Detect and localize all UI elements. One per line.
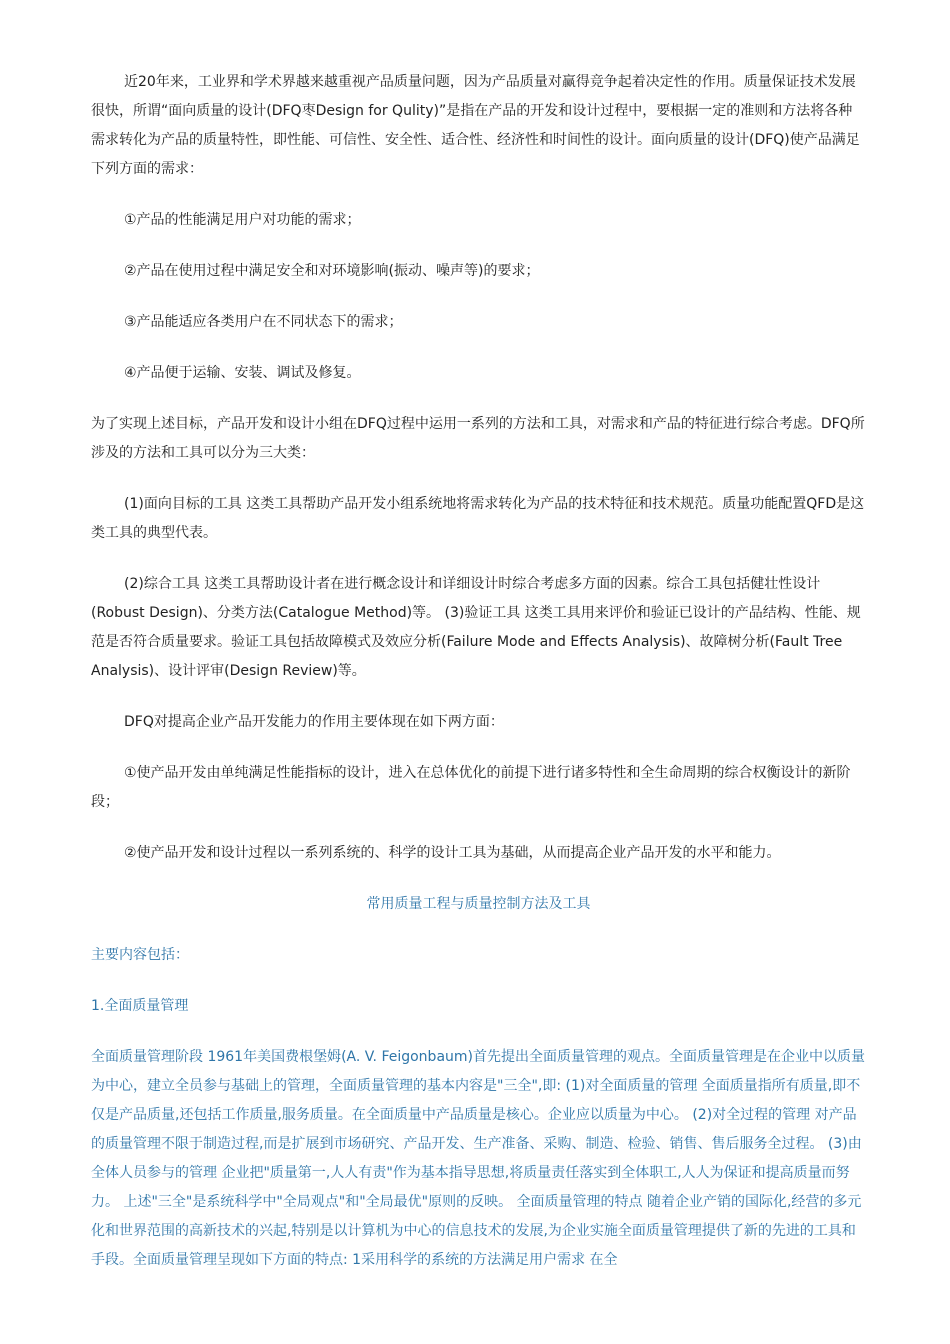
document-page xyxy=(91,68,866,1275)
tool-2-3-paragraph: (2)综合工具 这类工具帮助设计者在进行概念设计和详细设计时综合考虑多方面的因素。综合工具包括健壮性设计(Robust Design)、分类方法(Catalogue Method)等。 (3)验证工具 这类工具用来评价和验证已设计的产品结构、性能、规范是否符合质量要求。验证工具包括故障模式及效应分析(Failure Mode and Effects Analysis)、故障树分析(Fault Tree Analysis)、设计评审(Design Review)等。 xyxy=(91,576,861,679)
item-1-heading: 1.全面质量管理 xyxy=(91,998,189,1014)
need-item-1: ①产品的性能满足用户对功能的需求； xyxy=(124,212,361,228)
section-title: 常用质量工程与质量控制方法及工具 xyxy=(366,896,591,912)
role-item-2: ②使产品开发和设计过程以一系列系统的、科学的设计工具为基础，从而提高企业产品开发的水平和能力。 xyxy=(124,845,781,861)
role-item-1: ①使产品开发由单纯满足性能指标的设计，进入在总体优化的前提下进行诸多特性和全生命周期的综合权衡设计的新阶段； xyxy=(91,765,851,810)
need-item-3: ③产品能适应各类用户在不同状态下的需求； xyxy=(124,314,403,330)
need-item-2: ②产品在使用过程中满足安全和对环境影响(振动、噪声等)的要求； xyxy=(124,263,540,279)
intro-paragraph: 近20年来，工业界和学术界越来越重视产品质量问题，因为产品质量对赢得竞争起着决定性的作用。质量保证技术发展很快，所谓“面向质量的设计(DFQ枣Design for Qulity)”是指在产品的开发和设计过程中，要根据一定的准则和方法将各种需求转化为产品的质量特性，即性能、可信性、安全性、适合性、经济性和时间性的设计。面向质量的设计(DFQ)使产品满足下列方面的需求： xyxy=(91,74,860,177)
role-intro-paragraph: DFQ对提高企业产品开发能力的作用主要体现在如下两方面： xyxy=(124,714,504,730)
methods-intro-paragraph: 为了实现上述目标，产品开发和设计小组在DFQ过程中运用一系列的方法和工具，对需求和产品的特征进行综合考虑。DFQ所涉及的方法和工具可以分为三大类： xyxy=(91,416,865,461)
need-item-4: ④产品便于运输、安装、调试及修复。 xyxy=(124,365,361,381)
tqm-paragraph: 全面质量管理阶段 1961年美国费根堡姆(A. V. Feigonbaum)首先提出全面质量管理的观点。全面质量管理是在企业中以质量为中心，建立全员参与基础上的管理，全面质量管理的基本内容是"三全",即: (1)对全面质量的管理 全面质量指所有质量,即不仅是产品质量,还包括工作质量,服务质量。在全面质量中产品质量是核心。企业应以质量为中心。 (2)对全过程的管理 对产品的质量管理不限于制造过程,而是扩展到市场研究、产品开发、生产准备、采购、制造、检验、销售、售后服务全过程。 (3)由全体人员参与的管理 企业把"质量第一,人人有责"作为基本指导思想,将质量责任落实到全体职工,人人为保证和提高质量而努力。 上述"三全"是系统科学中"全局观点"和"全局最优"原则的反映。 全面质量管理的特点 随着企业产销的国际化,经营的多元化和世界范围的高新技术的兴起,特别是以计算机为中心的信息技术的发展,为企业实施全面质量管理提供了新的先进的工具和手段。全面质量管理呈现如下方面的特点: 1采用科学的系统的方法满足用户需求 在全 xyxy=(91,1049,865,1268)
tool-1-paragraph: (1)面向目标的工具 这类工具帮助产品开发小组系统地将需求转化为产品的技术特征和技术规范。质量功能配置QFD是这类工具的典型代表。 xyxy=(91,496,865,541)
main-content-label: 主要内容包括： xyxy=(91,947,189,963)
